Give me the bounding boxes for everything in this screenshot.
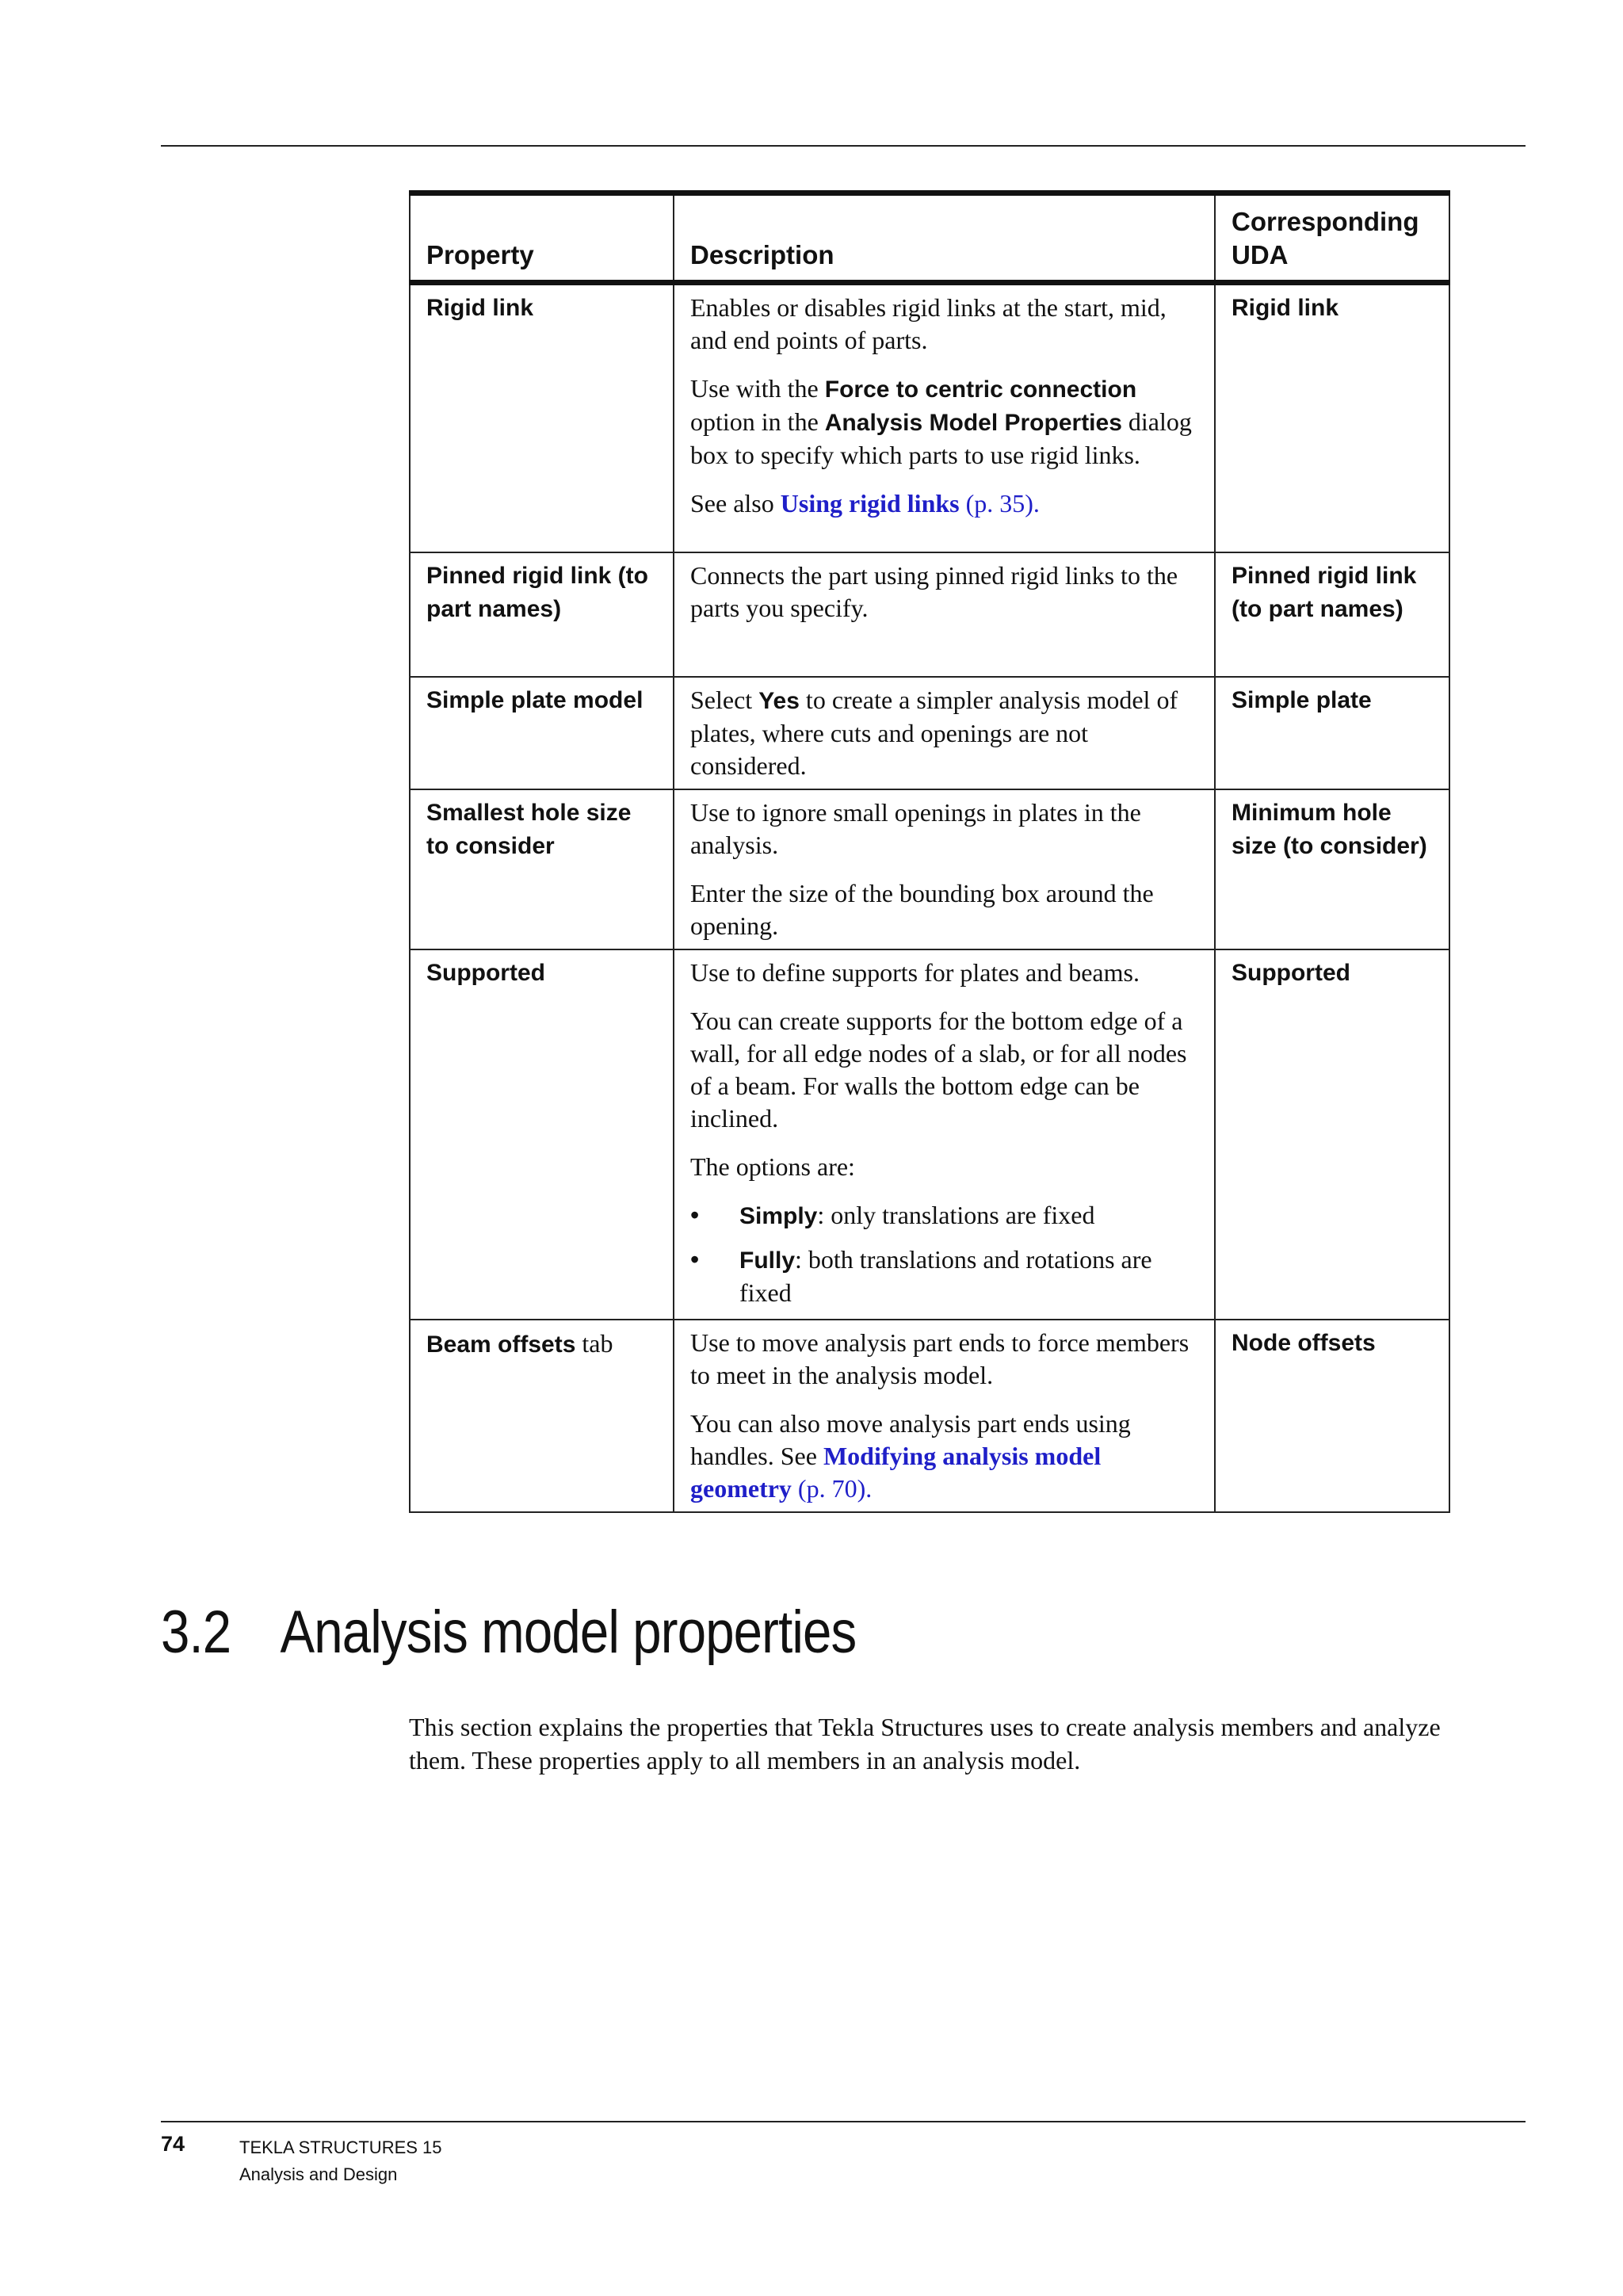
properties-table <box>409 190 1450 1513</box>
ui-term: Yes <box>758 687 800 714</box>
text-run: See also <box>690 489 781 518</box>
footer-rule <box>161 2121 1526 2122</box>
description-cell <box>674 283 1215 552</box>
header-uda: Corresponding UDA <box>1215 193 1449 283</box>
description-paragraph: Use to define supports for plates and beams. <box>690 957 1140 987</box>
page-reference[interactable]: (p. 70) <box>791 1473 866 1503</box>
see-also <box>690 487 1198 520</box>
cross-reference-link[interactable]: Modifying analysis model geometry <box>690 1441 1102 1503</box>
property-cell: Simple plate model <box>410 677 674 789</box>
description-paragraph <box>690 684 1198 782</box>
description-paragraph: Use to ignore small openings in plates in the analysis. <box>690 797 1141 859</box>
section-number: 3.2 <box>161 1599 231 1666</box>
option-term: Simply <box>739 1202 818 1229</box>
ui-term: Analysis Model Properties <box>824 410 1122 436</box>
text-run: dialog box to specify which parts to use rigid links. <box>690 407 1192 469</box>
bullet-icon: • <box>690 1200 700 1229</box>
cross-reference-link[interactable]: Using rigid links <box>780 489 960 518</box>
description-paragraph: Enables or disables rigid links at the start, mid, and end points of parts. <box>690 293 1167 354</box>
table-row <box>410 789 1449 949</box>
footer-product: TEKLA STRUCTURES 15 <box>239 2137 442 2157</box>
text-run: to create a simpler analysis model of plates, where cuts and openings are not considered. <box>690 685 1178 780</box>
table-row <box>410 677 1449 789</box>
section-title: Analysis model properties <box>280 1599 857 1666</box>
description-paragraph: Use to move analysis part ends to force members to meet in the analysis model. <box>690 1328 1190 1389</box>
property-cell: Pinned rigid link (to part names) <box>410 552 674 677</box>
option-term: Fully <box>739 1247 796 1274</box>
uda-cell: Rigid link <box>1215 283 1449 552</box>
option-text: : only translations are fixed <box>817 1200 1095 1229</box>
property-suffix: tab <box>575 1328 613 1358</box>
description-paragraph: You can create supports for the bottom edge of a wall, for all edge nodes of a slab, or for all nodes of a beam. For walls the bottom edge can be inclined. <box>690 1006 1187 1133</box>
description-paragraph: Enter the size of the bounding box around the opening. <box>690 878 1154 940</box>
header-rule <box>161 145 1526 147</box>
description-cell <box>674 1320 1215 1512</box>
table-row <box>410 949 1449 1320</box>
header-property: Property <box>410 193 674 283</box>
description-cell <box>674 677 1215 789</box>
uda-cell: Pinned rigid link (to part names) <box>1215 552 1449 677</box>
page-reference[interactable]: (p. 35) <box>959 489 1033 518</box>
page-number: 74 <box>161 2132 185 2156</box>
property-cell: Smallest hole size to consider <box>410 789 674 949</box>
description-cell <box>674 949 1215 1320</box>
property-cell: Rigid link <box>410 283 674 552</box>
table-row <box>410 283 1449 552</box>
footer-text <box>239 2134 442 2188</box>
bullet-icon: • <box>690 1244 700 1274</box>
text-run: You can also move analysis part ends using handles. See <box>690 1408 1131 1470</box>
footer-guide: Analysis and Design <box>239 2164 398 2184</box>
uda-cell: Minimum hole size (to consider) <box>1215 789 1449 949</box>
table-header-row <box>410 193 1449 283</box>
ui-term: Force to centric connection <box>824 376 1137 403</box>
options-list <box>690 1199 1198 1309</box>
table-row <box>410 552 1449 677</box>
text-run: . <box>865 1473 873 1503</box>
uda-cell: Supported <box>1215 949 1449 1320</box>
list-item <box>690 1244 1198 1309</box>
section-body: This section explains the properties that Tekla Structures uses to create analysis members and analyze them. These properties apply to all members in an analysis model. <box>409 1713 1441 1775</box>
uda-cell: Node offsets <box>1215 1320 1449 1512</box>
description-cell <box>674 789 1215 949</box>
description-paragraph: Connects the part using pinned rigid links to the parts you specify. <box>690 560 1178 622</box>
header-description: Description <box>674 193 1215 283</box>
description-paragraph <box>690 1408 1198 1505</box>
property-cell: Supported <box>410 949 674 1320</box>
section-heading <box>161 1593 856 1672</box>
list-item <box>690 1199 1198 1232</box>
description-paragraph: The options are: <box>690 1152 855 1181</box>
text-run: Select <box>690 685 759 714</box>
option-text: : both translations and rotations are fixed <box>739 1244 1152 1307</box>
property-cell <box>410 1320 674 1512</box>
uda-cell: Simple plate <box>1215 677 1449 789</box>
text-run: . <box>1033 489 1040 518</box>
description-paragraph <box>690 372 1198 472</box>
text-run: option in the <box>690 407 825 436</box>
table-row <box>410 1320 1449 1512</box>
description-cell <box>674 552 1215 677</box>
property-name: Beam offsets <box>426 1331 576 1358</box>
text-run: Use with the <box>690 374 825 403</box>
